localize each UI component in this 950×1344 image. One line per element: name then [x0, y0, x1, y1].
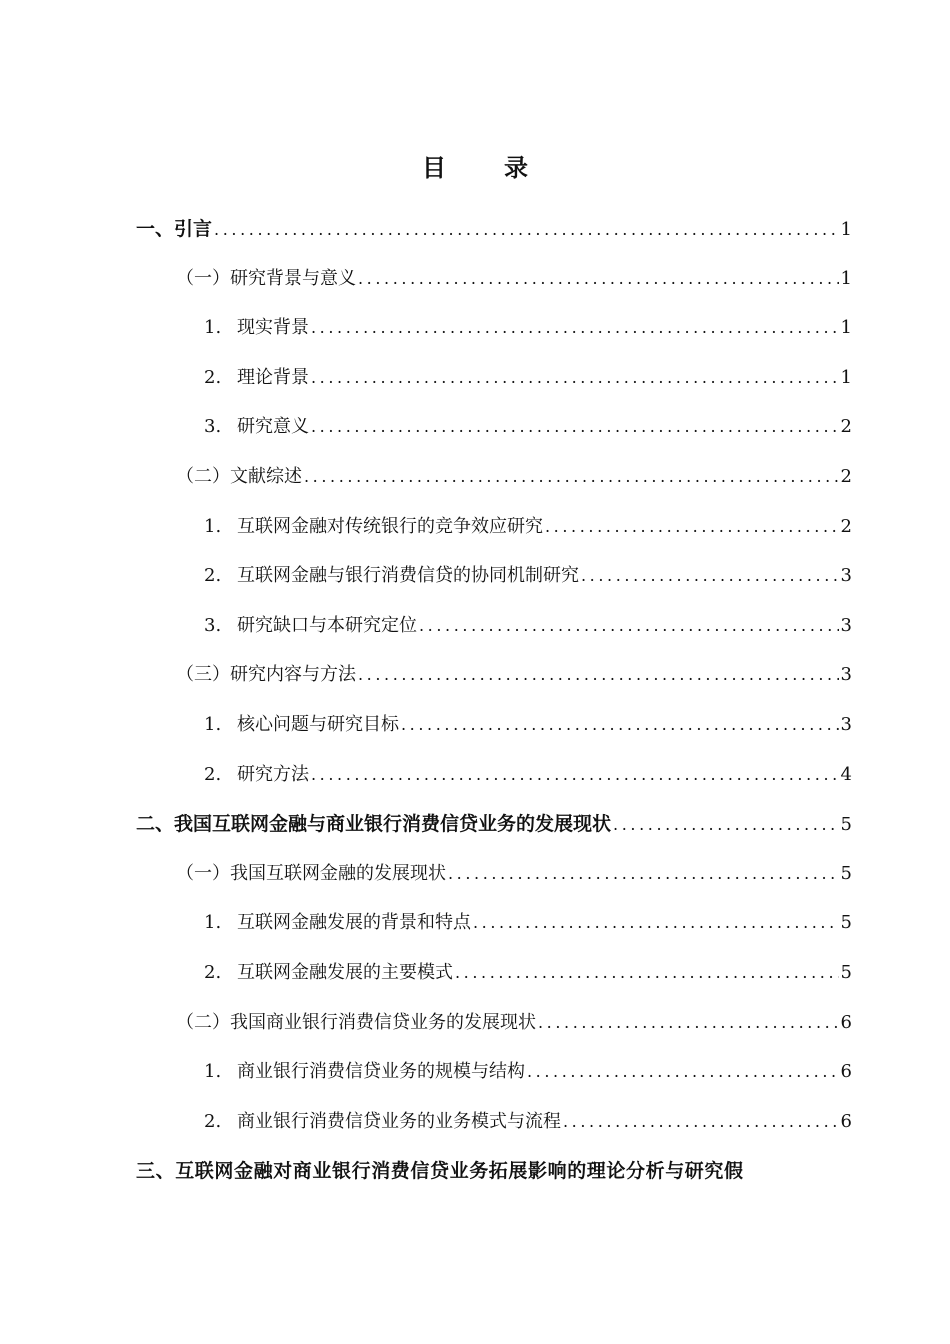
toc-entry[interactable]	[204, 1107, 852, 1137]
toc-page-number: 5	[840, 814, 852, 836]
toc-page-number: 6	[840, 1011, 852, 1033]
toc-entry[interactable]	[204, 363, 852, 393]
toc-title-char-2: 录	[504, 153, 528, 182]
toc-entry[interactable]	[204, 710, 852, 740]
toc-title	[0, 148, 950, 183]
toc-leader-dots	[455, 958, 839, 988]
toc-page-number: 2	[840, 515, 852, 537]
toc-entry-label: 研究缺口与本研究定位	[237, 614, 417, 636]
toc-entry-label: 互联网金融发展的主要模式	[237, 962, 453, 983]
toc-entry-number: 3.	[204, 416, 222, 438]
toc-entry[interactable]	[176, 1008, 852, 1038]
toc-entry-label: 研究意义	[237, 416, 309, 438]
toc-entry[interactable]	[176, 660, 852, 690]
toc-page-number: 3	[840, 614, 852, 636]
toc-entry[interactable]	[204, 760, 852, 790]
toc-entry[interactable]	[176, 264, 852, 294]
toc-entry-label: （一）我国互联网金融的发展现状	[176, 862, 446, 884]
toc-entry-label: 二、我国互联网金融与商业银行消费信贷业务的发展现状	[136, 813, 612, 836]
toc-entry[interactable]	[176, 859, 852, 889]
toc-entry[interactable]	[204, 1057, 852, 1087]
toc-page-number: 5	[840, 912, 852, 934]
toc-entry-number: 2.	[204, 962, 222, 983]
toc-leader-dots	[563, 1107, 839, 1137]
toc-entry-label: （二）文献综述	[176, 466, 302, 487]
toc-entry-label: 理论背景	[237, 366, 309, 388]
toc-entry-label: 三、互联网金融对商业银行消费信贷业务拓展影响的理论分析与研究假	[136, 1160, 744, 1183]
toc-entry[interactable]	[204, 958, 852, 988]
toc-leader-dots	[311, 412, 839, 442]
toc-entry[interactable]	[204, 313, 852, 343]
toc-leader-dots	[311, 313, 839, 343]
toc-entry-number: 1.	[204, 912, 222, 934]
toc-entry[interactable]	[136, 1156, 852, 1186]
toc-leader-dots	[358, 660, 839, 690]
toc-page-number: 1	[840, 267, 852, 289]
toc-leader-dots	[214, 215, 839, 245]
toc-page-number: 6	[840, 1061, 852, 1083]
toc-entry-label: （二）我国商业银行消费信贷业务的发展现状	[176, 1011, 536, 1033]
toc-leader-dots	[527, 1057, 839, 1087]
toc-leader-dots	[545, 512, 839, 542]
toc-entry[interactable]	[204, 412, 852, 442]
toc-entry[interactable]	[204, 611, 852, 641]
toc-entry[interactable]	[176, 462, 852, 492]
toc-entry-label: 商业银行消费信贷业务的规模与结构	[237, 1061, 525, 1083]
toc-page-number: 1	[840, 366, 852, 388]
toc-leader-dots	[613, 810, 839, 840]
toc-entry[interactable]	[204, 512, 852, 542]
toc-entry[interactable]	[136, 214, 852, 244]
toc-page-number: 3	[840, 565, 852, 587]
toc-leader-dots	[538, 1008, 839, 1038]
toc-entry-number: 2.	[204, 1110, 222, 1132]
toc-page-number: 5	[840, 962, 852, 983]
toc-page-number: 2	[840, 466, 852, 487]
toc-entry-number: 2.	[204, 366, 222, 388]
toc-leader-dots	[581, 561, 839, 591]
toc-entry[interactable]	[136, 809, 852, 839]
toc-entry-number: 1.	[204, 1061, 222, 1083]
toc-entry-label: 商业银行消费信贷业务的业务模式与流程	[237, 1110, 561, 1132]
toc-leader-dots	[448, 859, 839, 889]
toc-entry[interactable]	[204, 908, 852, 938]
toc-entry-label: （一）研究背景与意义	[176, 267, 356, 289]
toc-entry-number: 1.	[204, 317, 222, 339]
toc-entry-number: 2.	[204, 565, 222, 587]
toc-entry-number: 1.	[204, 515, 222, 537]
toc-entry-label: 一、引言	[136, 218, 213, 240]
toc-page-number: 3	[840, 664, 852, 686]
toc-entry-label: 互联网金融发展的背景和特点	[237, 912, 471, 934]
toc-entry-number: 3.	[204, 614, 222, 636]
toc-page-number: 1	[840, 317, 852, 339]
toc-entry[interactable]	[204, 561, 852, 591]
toc-entry-number: 2.	[204, 763, 222, 785]
toc-entry-label: 互联网金融对传统银行的竞争效应研究	[237, 515, 543, 537]
toc-leader-dots	[304, 462, 839, 492]
toc-leader-dots	[311, 760, 839, 790]
toc-page-number: 4	[840, 763, 852, 785]
toc-entry-label: （三）研究内容与方法	[176, 664, 356, 686]
toc-leader-dots	[358, 264, 839, 294]
toc-page-number: 3	[840, 714, 852, 735]
toc-page-number: 2	[840, 416, 852, 438]
toc-page-number: 6	[840, 1110, 852, 1132]
toc-entry-number: 1.	[204, 714, 222, 735]
toc-title-char-1: 目	[422, 153, 446, 182]
toc-entry-label: 互联网金融与银行消费信贷的协同机制研究	[237, 565, 579, 587]
toc-entry-label: 核心问题与研究目标	[237, 714, 399, 735]
toc-entry-label: 研究方法	[237, 763, 309, 785]
toc-entry-label: 现实背景	[237, 317, 309, 339]
toc-leader-dots	[401, 710, 839, 740]
toc-page-number: 5	[840, 862, 852, 884]
toc-leader-dots	[473, 908, 839, 938]
toc-page-number: 1	[840, 219, 852, 240]
toc-leader-dots	[311, 363, 839, 393]
toc-leader-dots	[419, 611, 839, 641]
